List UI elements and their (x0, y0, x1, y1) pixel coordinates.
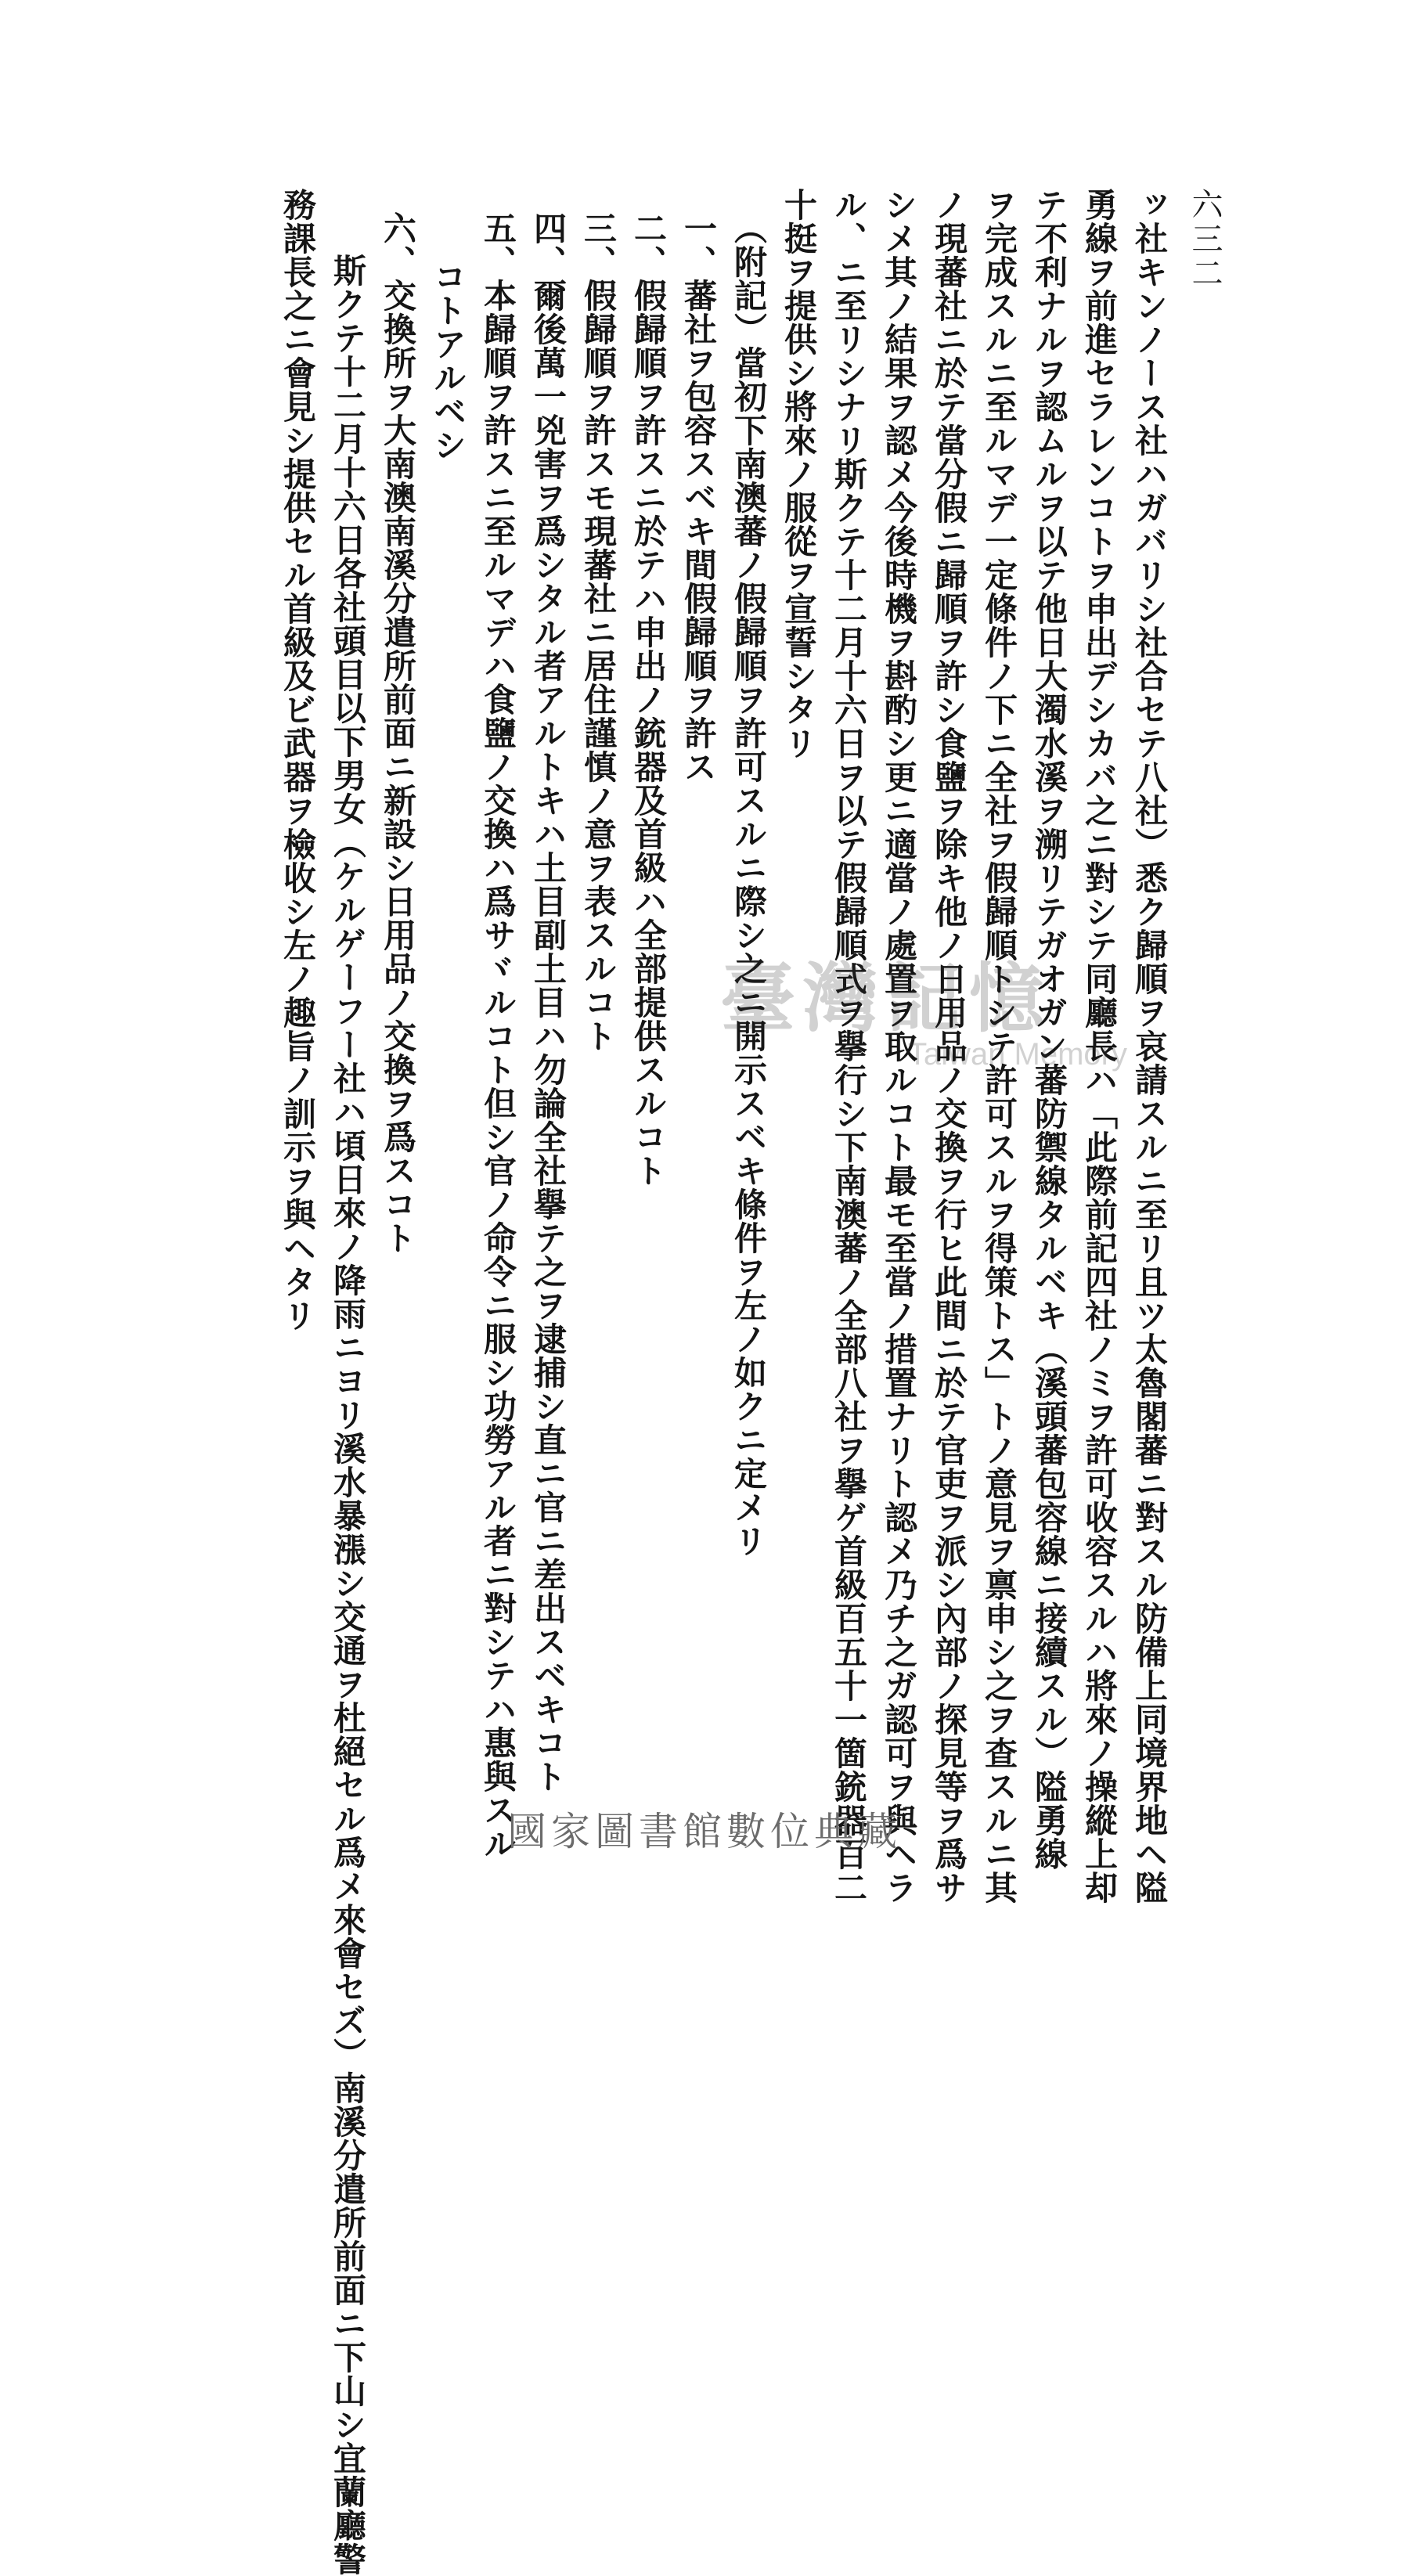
text-column: 勇線ヲ前進セラレンコトヲ申出デシカバ之ニ對シテ同廳長ハ「此際前記四社ノミヲ許可收容スルハ將來ノ操縱上却 (1080, 188, 1119, 1904)
condition-item-4: 四、爾後萬一兇害ヲ爲シタル者アルトキハ土目副土目ハ勿論全社擧テ之ヲ逮捕シ直ニ官ニ差出スベキコト (529, 211, 568, 1793)
text-column: 務課長之ニ會見シ提供セル首級及ビ武器ヲ檢收シ左ノ趣旨ノ訓示ヲ與ヘタリ (279, 188, 317, 1332)
condition-item-3: 三、假歸順ヲ許スモ現蕃社ニ居住謹慎ノ意ヲ表スルコト (579, 211, 618, 1053)
condition-item-1: 一、蕃社ヲ包容スベキ間假歸順ヲ許ス (679, 211, 718, 784)
text-column: 十挺ヲ提供シ將來ノ服從ヲ宣誓シタリ (780, 188, 818, 760)
taiwan-memory-watermark (720, 939, 1127, 1088)
condition-item-5-continuation: コトアルベシ (429, 260, 467, 462)
condition-item-2: 二、假歸順ヲ許スニ於テハ申出ノ銃器及首級ハ全部提供スルコト (629, 211, 668, 1187)
watermark-logo-text: 臺灣記憶 (720, 954, 1052, 1043)
watermark-subtitle: Taiwan Memory (907, 1037, 1127, 1072)
text-column: 斯クテ十二月十六日各社頭目以下男女（ケルゲーフー社ハ頃日來ノ降雨ニヨリ溪水暴漲シ交通ヲ杜絕セル爲メ來會セズ）南溪分遣所前面ニ下山シ宜蘭廳警 (329, 254, 367, 2576)
text-column: ル、ニ至リシナリ斯クテ十二月十六日ヲ以テ假歸順式ヲ擧行シ下南澳蕃ノ全部八社ヲ擧ゲ首級百五十一箇銃器百二 (830, 188, 868, 1904)
footer-caption: 國家圖書館數位典藏 (507, 1809, 902, 1854)
text-column: ノ現蕃社ニ於テ當分假ニ歸順ヲ許シ食鹽ヲ除キ他ノ日用品ノ交換ヲ行ヒ此間ニ於テ官吏ヲ派シ內部ノ探見等ヲ爲サ (930, 188, 968, 1904)
text-column: ヲ完成スルニ至ルマデ一定條件ノ下ニ全社ヲ假歸順トシテ許可スルヲ得策トス」トノ意見ヲ禀申シ之ヲ查スルニ其 (980, 188, 1018, 1904)
text-column: テ不利ナルヲ認ムルヲ以テ他日大濁水溪ヲ溯リテガオガン蕃防禦線タルベキ（溪頭蕃包容線ニ接續スル）隘勇線 (1030, 188, 1068, 1871)
appendix-heading: （附記）當初下南澳蕃ノ假歸順ヲ許可スルニ際シ之ニ開示スベキ條件ヲ左ノ如クニ定メリ (730, 211, 768, 1558)
condition-item-5: 五、本歸順ヲ許スニ至ルマデハ食鹽ノ交換ハ爲サヾルコト但シ官ノ命令ニ服シ功勞アル者ニ對シテハ惠與スル (479, 211, 517, 1861)
text-column: シメ其ノ結果ヲ認メ今後時機ヲ斟酌シ更ニ適當ノ處置ヲ取ルコト最モ至當ノ措置ナリト認メ乃チ之ガ認可ヲ與ヘラ (880, 188, 918, 1904)
page-number: 六三二 (1187, 188, 1223, 291)
condition-item-6: 六、交換所ヲ大南澳南溪分遣所前面ニ新設シ日用品ノ交換ヲ爲スコト (379, 211, 417, 1255)
text-column: ッ社キンノース社ハガバリシ社合セテ八社）悉ク歸順ヲ哀請スルニ至リ且ツ太魯閣蕃ニ對スル防備上同境界地ヘ隘 (1130, 188, 1169, 1904)
